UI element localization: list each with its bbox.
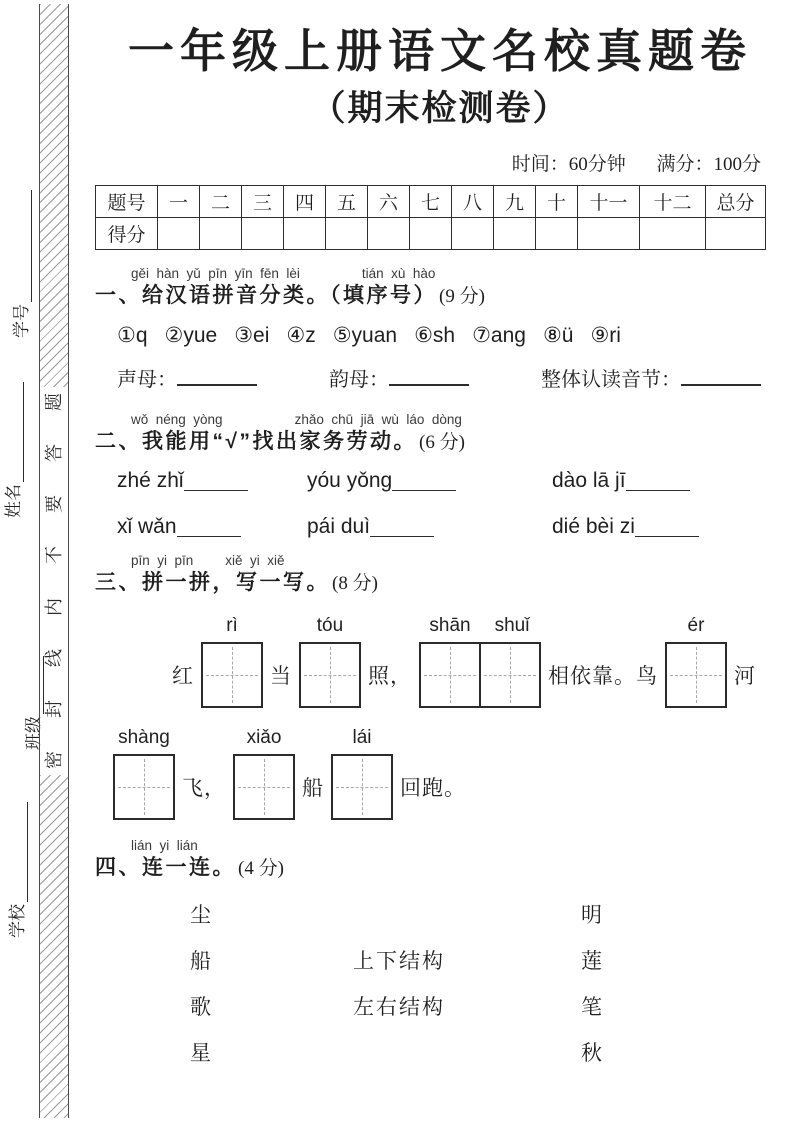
char-fei: 飞， xyxy=(182,776,226,801)
exam-content xyxy=(95,0,785,1075)
char-huipao: 回跑。 xyxy=(400,776,466,801)
score-cell[interactable] xyxy=(200,218,242,250)
section-2-pinyin xyxy=(131,412,785,427)
student-name-blank[interactable] xyxy=(10,382,24,482)
time-limit: 时间：60分钟 xyxy=(511,154,626,176)
check-blank[interactable] xyxy=(626,470,690,491)
writing-line-2 xyxy=(95,727,785,820)
pinyin-options xyxy=(95,323,785,348)
seal-char: 内 xyxy=(44,597,64,616)
col-1: 一 xyxy=(158,186,200,218)
whole-syllable-answer-blank[interactable] xyxy=(681,366,761,386)
option-7: ⑦ang xyxy=(472,324,526,348)
seal-line-band xyxy=(39,4,69,1118)
col-3: 三 xyxy=(242,186,284,218)
student-school-blank[interactable] xyxy=(14,802,28,902)
finals-answer-blank[interactable] xyxy=(389,366,469,386)
section-3-pinyin xyxy=(131,553,785,568)
match-left-chuan[interactable]: 船 xyxy=(190,949,213,974)
col-5: 五 xyxy=(326,186,368,218)
score-cell[interactable] xyxy=(242,218,284,250)
score-cell[interactable] xyxy=(536,218,578,250)
check-blank[interactable] xyxy=(177,516,241,537)
score-table xyxy=(95,185,766,250)
col-8: 八 xyxy=(452,186,494,218)
initials-label: 声母： xyxy=(117,369,177,392)
writing-grid-box[interactable] xyxy=(201,642,263,708)
char-hong: 红 xyxy=(172,664,194,689)
match-right-ming[interactable]: 明 xyxy=(581,903,604,928)
hatch-pattern-top xyxy=(40,4,68,387)
pinyin-text: gěi hàn yǔ pīn yīn fēn lèi xyxy=(131,266,300,282)
writing-box-er xyxy=(665,615,727,708)
pinyin-text: pīn yi pīn xyxy=(131,553,194,569)
section-4-marks: (4 分) xyxy=(238,858,284,880)
seal-char: 线 xyxy=(44,648,64,667)
score-cell[interactable] xyxy=(368,218,410,250)
seal-char: 要 xyxy=(44,495,64,514)
score-cell[interactable] xyxy=(158,218,200,250)
writing-grid-box[interactable] xyxy=(331,754,393,820)
seal-char: 密 xyxy=(44,750,64,769)
whole-syllable-label: 整体认读音节： xyxy=(541,369,681,392)
char-he: 河 xyxy=(734,664,756,689)
pinyin-text: zhǎo chū jiā wù láo dòng xyxy=(294,412,462,428)
col-4: 四 xyxy=(284,186,326,218)
section-4 xyxy=(95,838,785,1075)
writing-grid-box[interactable] xyxy=(113,754,175,820)
writing-grid-box[interactable] xyxy=(299,642,361,708)
writing-line-1 xyxy=(95,615,785,708)
option-2: ②yue xyxy=(164,324,218,348)
pinyin-label: rì xyxy=(226,615,238,637)
exam-subtitle: （期末检测卷） xyxy=(310,88,570,128)
seal-char: 题 xyxy=(44,393,64,411)
pinyin-label: shān xyxy=(429,615,471,637)
score-cell[interactable] xyxy=(284,218,326,250)
pinyin-label: shuǐ xyxy=(494,615,530,637)
score-cell[interactable] xyxy=(578,218,640,250)
score-table-score-row xyxy=(96,218,766,250)
question-number-label: 题号 xyxy=(96,186,158,218)
exam-title: 一年级上册语文名校真题卷 xyxy=(128,26,752,77)
option-1: ①q xyxy=(117,324,148,348)
char-xiangyikao-niao: 相依靠。鸟 xyxy=(548,664,658,689)
student-field-label: 姓名 xyxy=(4,484,23,518)
writing-box-shang xyxy=(113,727,175,820)
score-cell[interactable] xyxy=(410,218,452,250)
pinyin-text: lián yi lián xyxy=(131,838,198,854)
option-8: ⑧ü xyxy=(542,324,574,348)
item-xi-wan: xǐ wǎn xyxy=(117,515,307,539)
match-right-lian[interactable]: 莲 xyxy=(581,949,604,974)
student-field-school xyxy=(8,802,28,938)
section-3-heading: 三、拼一拼，写一写。 (8 分) xyxy=(95,568,785,598)
check-blank[interactable] xyxy=(184,470,248,491)
col-6: 六 xyxy=(368,186,410,218)
pinyin-label: tóu xyxy=(316,615,344,637)
option-5: ⑤yuan xyxy=(332,324,398,348)
item-dao-la-ji: dào lā jī xyxy=(552,469,785,493)
section-4-pinyin xyxy=(131,838,785,853)
section-4-heading: 四、连一连。 (4 分) xyxy=(95,853,785,883)
exam-meta xyxy=(95,149,785,176)
total-score-cell[interactable] xyxy=(706,218,766,250)
student-field-number xyxy=(12,190,32,338)
score-cell[interactable] xyxy=(494,218,536,250)
col-11: 十一 xyxy=(578,186,640,218)
student-field-label: 学校 xyxy=(8,904,27,938)
score-cell[interactable] xyxy=(452,218,494,250)
finals-label: 韵母： xyxy=(329,369,389,392)
option-6: ⑥sh xyxy=(414,324,456,348)
pinyin-text: wǒ néng yòng xyxy=(131,412,223,428)
check-blank[interactable] xyxy=(370,516,434,537)
col-2: 二 xyxy=(200,186,242,218)
check-blank[interactable] xyxy=(392,470,456,491)
section-1-pinyin xyxy=(131,266,785,281)
student-field-label: 学号 xyxy=(12,304,31,338)
char-dang: 当 xyxy=(270,664,292,689)
section-2-heading: 二、我能用“√”找出家务劳动。 (6 分) xyxy=(95,427,785,457)
section-1-answers xyxy=(95,363,785,392)
score-cell[interactable] xyxy=(326,218,368,250)
score-label: 得分 xyxy=(96,218,158,250)
total-score-label: 总分 xyxy=(706,186,766,218)
section-1-marks: (9 分) xyxy=(439,286,485,308)
pinyin-label: ér xyxy=(687,615,705,637)
score-table-header-row xyxy=(96,186,766,218)
seal-char: 封 xyxy=(44,699,64,718)
match-left-ge[interactable]: 歌 xyxy=(190,995,213,1020)
seal-char: 不 xyxy=(44,546,64,565)
match-right-qiu[interactable]: 秋 xyxy=(581,1041,604,1066)
pinyin-label: shàng xyxy=(118,727,170,749)
writing-grid-box[interactable] xyxy=(479,642,541,708)
chore-items xyxy=(95,469,785,539)
option-9: ⑨ri xyxy=(590,324,621,348)
item-pai-dui: pái duì xyxy=(307,515,552,539)
section-1-heading: 一、给汉语拼音分类。（填序号） (9 分) xyxy=(95,281,785,311)
writing-grid-box[interactable] xyxy=(419,642,481,708)
seal-line-text xyxy=(40,387,68,775)
check-blank[interactable] xyxy=(635,516,699,537)
student-number-blank[interactable] xyxy=(18,190,32,302)
match-structure-left-right[interactable]: 左右结构 xyxy=(353,995,445,1020)
match-left-chen[interactable]: 尘 xyxy=(190,903,213,928)
match-right-bi[interactable]: 笔 xyxy=(581,995,604,1020)
pinyin-label: xiǎo xyxy=(246,727,282,749)
writing-box-shan-shui xyxy=(419,615,541,708)
char-chuan: 船 xyxy=(302,776,324,801)
col-9: 九 xyxy=(494,186,536,218)
student-field-name xyxy=(4,382,24,518)
initials-answer-blank[interactable] xyxy=(177,366,257,386)
item-zhe-zhi: zhé zhǐ xyxy=(117,469,307,493)
full-score: 满分：100分 xyxy=(656,154,761,176)
col-7: 七 xyxy=(410,186,452,218)
pinyin-text: tián xù hào xyxy=(361,266,436,282)
pinyin-text: xiě yi xiě xyxy=(225,553,285,569)
student-field-label: 班级 xyxy=(24,716,43,750)
writing-box-xiao xyxy=(233,727,295,820)
match-left-xing[interactable]: 星 xyxy=(190,1041,213,1066)
writing-grid-box[interactable] xyxy=(233,754,295,820)
hatch-pattern-bottom xyxy=(40,775,68,1118)
option-4: ④z xyxy=(286,324,316,348)
score-cell[interactable] xyxy=(640,218,706,250)
col-12: 十二 xyxy=(640,186,706,218)
match-structure-top-bottom[interactable]: 上下结构 xyxy=(353,949,445,974)
writing-grid-box[interactable] xyxy=(665,642,727,708)
section-1 xyxy=(95,266,785,392)
writing-box-lai xyxy=(331,727,393,820)
option-3: ③ei xyxy=(234,324,270,348)
matching-exercise xyxy=(95,891,785,1075)
section-3-marks: (8 分) xyxy=(332,573,378,595)
writing-box-tou xyxy=(299,615,361,708)
pinyin-label: lái xyxy=(352,727,372,749)
item-die-bei-zi: dié bèi zi xyxy=(552,515,785,539)
col-10: 十 xyxy=(536,186,578,218)
writing-box-ri xyxy=(201,615,263,708)
char-zhao: 照， xyxy=(368,664,412,689)
section-3 xyxy=(95,553,785,820)
section-2 xyxy=(95,412,785,539)
seal-char: 答 xyxy=(44,444,64,463)
item-you-yong: yóu yǒng xyxy=(307,469,552,493)
section-2-marks: (6 分) xyxy=(419,432,465,454)
